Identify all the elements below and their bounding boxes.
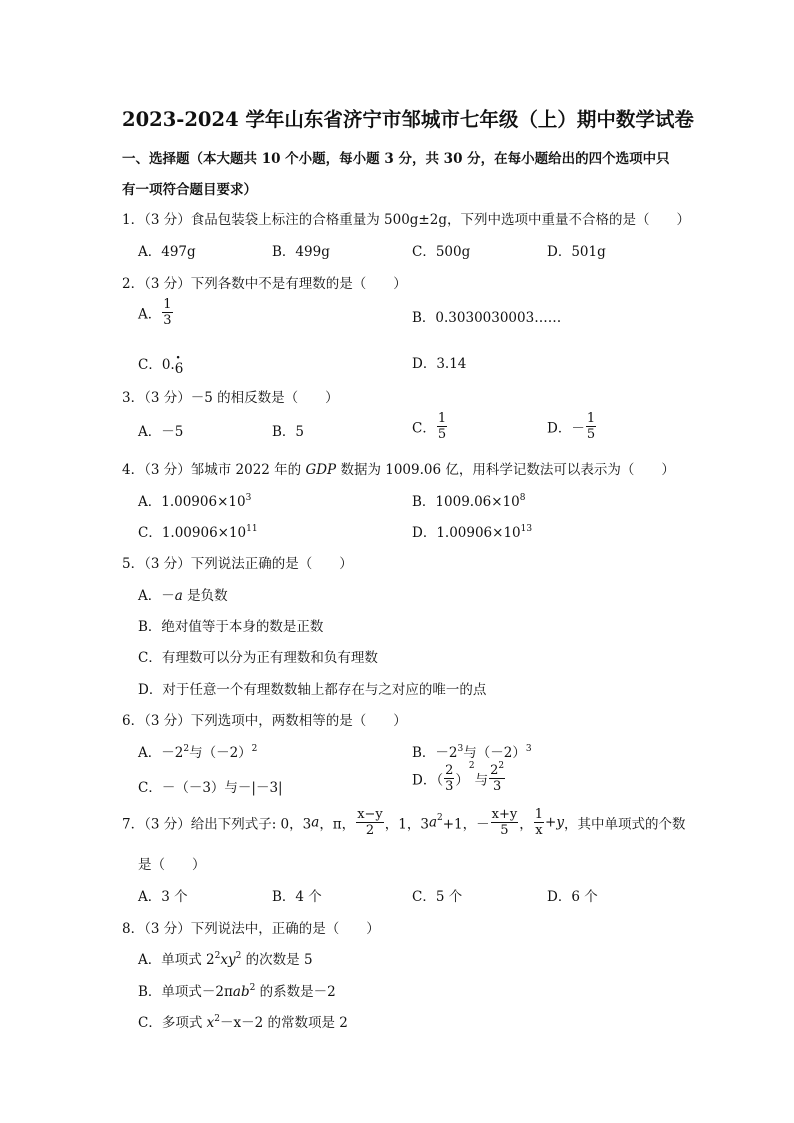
q4-option-d <box>412 521 532 541</box>
q6-d-close: ） <box>455 772 469 789</box>
q7-plus-y: +y <box>545 814 564 831</box>
q5-a-pre: A．－ <box>138 588 175 604</box>
q7-f2-num: x+y <box>491 807 518 822</box>
page-title: 2023-2024 学年山东省济宁市邹城市七年级（上）期中数学试卷 <box>122 108 694 131</box>
q6-a-part1: A．－2 <box>138 745 184 761</box>
q4-c-base: C．1.00906×10 <box>138 525 247 541</box>
q3-option-b: B．5 <box>272 424 305 440</box>
q2-stem: 2．（3 分）下列各数中不是有理数的是（ ） <box>122 276 407 292</box>
q6-d-mid: 与 <box>474 772 489 789</box>
q6-option-b <box>412 741 532 761</box>
q8-option-c <box>138 1011 348 1031</box>
q6-a-exp2: 2 <box>251 744 258 754</box>
q7-f3-den: x <box>535 823 543 838</box>
q4-b-exponent: 8 <box>519 493 526 503</box>
q6-d-num1: 2 <box>445 763 454 778</box>
q7-mid2: +1，－ <box>442 816 490 833</box>
q6-d-num2-wrap <box>489 761 505 779</box>
q8-option-a <box>138 948 313 968</box>
q8-c-var: x <box>206 1015 215 1031</box>
q4-stem-post: 数据为 1009.06 亿，用科学记数法可以表示为（ ） <box>336 462 675 478</box>
q8-b-var: ab <box>232 984 250 1000</box>
q8-a-post: 的次数是 5 <box>241 952 313 968</box>
q4-d-exponent: 13 <box>520 524 533 534</box>
q4-option-a <box>138 490 251 510</box>
q6-d-den1: 3 <box>445 779 454 794</box>
q2-option-c-label: C．0. <box>138 357 175 373</box>
q4-stem-pre: 4．（3 分）邹城市 2022 年的 <box>122 462 306 478</box>
q8-c-exp: 2 <box>214 1014 220 1024</box>
q5-option-d: D．对于任意一个有理数数轴上都存在与之对应的唯一的点 <box>138 682 487 698</box>
q7-fraction2 <box>491 808 519 837</box>
q8-a-var: xy <box>220 952 236 968</box>
q2-a-denominator: 3 <box>163 313 172 328</box>
q2-c-repeating-digit: · 6 <box>175 361 184 377</box>
q6-d-fraction1 <box>444 764 454 793</box>
q6-b-part2: 与（－2） <box>463 745 526 761</box>
q7-f1-den: 2 <box>365 823 375 838</box>
q5-a-var: a <box>174 588 183 604</box>
q8-b-exp: 2 <box>249 983 256 993</box>
q3-option-c <box>412 412 448 441</box>
q4-b-base: B．1009.06×10 <box>412 494 520 510</box>
q6-d-den2: 3 <box>492 779 502 794</box>
q5-option-a <box>138 584 228 604</box>
q2-option-a-fraction <box>162 298 172 327</box>
q6-a-exp1: 2 <box>183 744 190 754</box>
q7-option-a: A．3 个 <box>138 889 188 905</box>
q3-d-denominator: 5 <box>586 427 596 442</box>
q3-option-c-fraction <box>437 412 447 441</box>
q3-option-c-label: C． <box>412 420 436 437</box>
q2-option-a <box>138 298 174 327</box>
q4-a-exponent: 3 <box>245 493 252 503</box>
q6-d-label: D．（ <box>412 772 444 789</box>
q8-c-post: －x－2 的常数项是 2 <box>219 1015 348 1031</box>
q6-d-exp1: 2 <box>468 761 475 771</box>
q6-d-num2-exp: 2 <box>498 761 505 771</box>
q7-pi: ，π， <box>319 816 356 833</box>
q5-stem: 5．（3 分）下列说法正确的是（ ） <box>122 556 353 572</box>
q8-a-exp2: 2 <box>235 951 242 961</box>
q6-b-part1: B．－2 <box>412 745 458 761</box>
q3-stem: 3．（3 分）－5 的相反数是（ ） <box>122 390 339 406</box>
q2-option-a-label: A． <box>138 306 162 323</box>
q7-option-b: B．4 个 <box>272 889 322 905</box>
q3-c-denominator: 5 <box>437 427 447 442</box>
q5-option-c: C．有理数可以分为正有理数和负有理数 <box>138 650 378 666</box>
q1-option-b: B．499g <box>272 244 330 260</box>
q7-var-a2: a <box>428 814 438 831</box>
q2-a-numerator: 1 <box>163 297 172 312</box>
q1-stem: 1．（3 分）食品包装袋上标注的合格重量为 500g±2g，下列中选项中重量不合格的是（ ） <box>122 212 690 228</box>
q6-b-exp1: 3 <box>457 744 464 754</box>
q1-option-a: A．497g <box>138 244 196 260</box>
q3-option-a: A．－5 <box>138 424 184 440</box>
q7-comma: ， <box>519 816 533 833</box>
q5-a-post: 是负数 <box>182 588 228 604</box>
q7-exp2: 2 <box>437 813 443 823</box>
q4-c-exponent: 11 <box>246 524 258 534</box>
q7-stem-pre: 7．（3 分）给出下列式子: 0，3 <box>122 816 312 833</box>
q3-option-d <box>547 412 597 441</box>
q7-fraction1 <box>356 808 384 837</box>
q7-option-c: C．5 个 <box>412 889 463 905</box>
q8-option-b <box>138 980 336 1000</box>
q4-option-b <box>412 490 525 510</box>
q7-f1-num: x−y <box>357 807 383 822</box>
q8-b-post: 的系数是－2 <box>255 984 336 1000</box>
q3-option-d-label: D．－ <box>547 420 585 437</box>
q7-mid1: ，1，3 <box>384 816 429 833</box>
q1-option-d: D．501g <box>547 244 606 260</box>
q7-fraction3 <box>534 808 544 837</box>
q8-a-pre: A．单项式 2 <box>138 952 215 968</box>
q2-option-c <box>138 353 184 377</box>
q7-stem <box>122 808 685 837</box>
q7-var-a: a <box>311 814 320 831</box>
q7-f2-den: 5 <box>500 823 509 838</box>
q4-a-base: A．1.00906×10 <box>138 494 246 510</box>
q7-option-d: D．6 个 <box>547 889 598 905</box>
q3-option-d-fraction <box>586 412 596 441</box>
q4-stem-gdp: GDP <box>305 462 337 478</box>
q6-option-a <box>138 741 257 761</box>
q6-d-num2: 2 <box>490 763 499 778</box>
q3-c-numerator: 1 <box>437 411 447 426</box>
q8-b-pre: B．单项式－2π <box>138 984 233 1000</box>
q5-option-b: B．绝对值等于本身的数是正数 <box>138 619 324 635</box>
q8-a-exp1: 2 <box>214 951 221 961</box>
q2-option-b: B．0.3030030003…… <box>412 310 562 326</box>
q6-option-c: C．－（－3）与－|－3| <box>138 780 283 796</box>
q7-stem-line2: 是（ ） <box>138 857 206 873</box>
q8-c-pre: C．多项式 <box>138 1015 207 1031</box>
q6-option-d <box>412 761 506 794</box>
q6-a-part2: 与（－2） <box>189 745 252 761</box>
section-heading-line2: 有一项符合题目要求） <box>122 182 257 198</box>
q6-d-fraction2 <box>489 761 505 794</box>
q6-stem: 6．（3 分）下列选项中，两数相等的是（ ） <box>122 713 407 729</box>
section-heading-line1: 一、选择题（本大题共 10 个小题，每小题 3 分，共 30 分，在每小题给出的四个选项中只 <box>122 151 670 167</box>
q7-f3-num: 1 <box>534 807 544 822</box>
q1-option-c: C．500g <box>412 244 471 260</box>
q6-b-exp2: 3 <box>525 744 532 754</box>
q4-d-base: D．1.00906×10 <box>412 525 521 541</box>
q2-option-d: D．3.14 <box>412 356 467 372</box>
q4-option-c <box>138 521 258 541</box>
q7-stem-post: ，其中单项式的个数 <box>563 816 686 833</box>
q4-stem <box>122 458 675 478</box>
q3-d-numerator: 1 <box>586 411 596 426</box>
q8-stem: 8．（3 分）下列说法中，正确的是（ ） <box>122 921 380 937</box>
